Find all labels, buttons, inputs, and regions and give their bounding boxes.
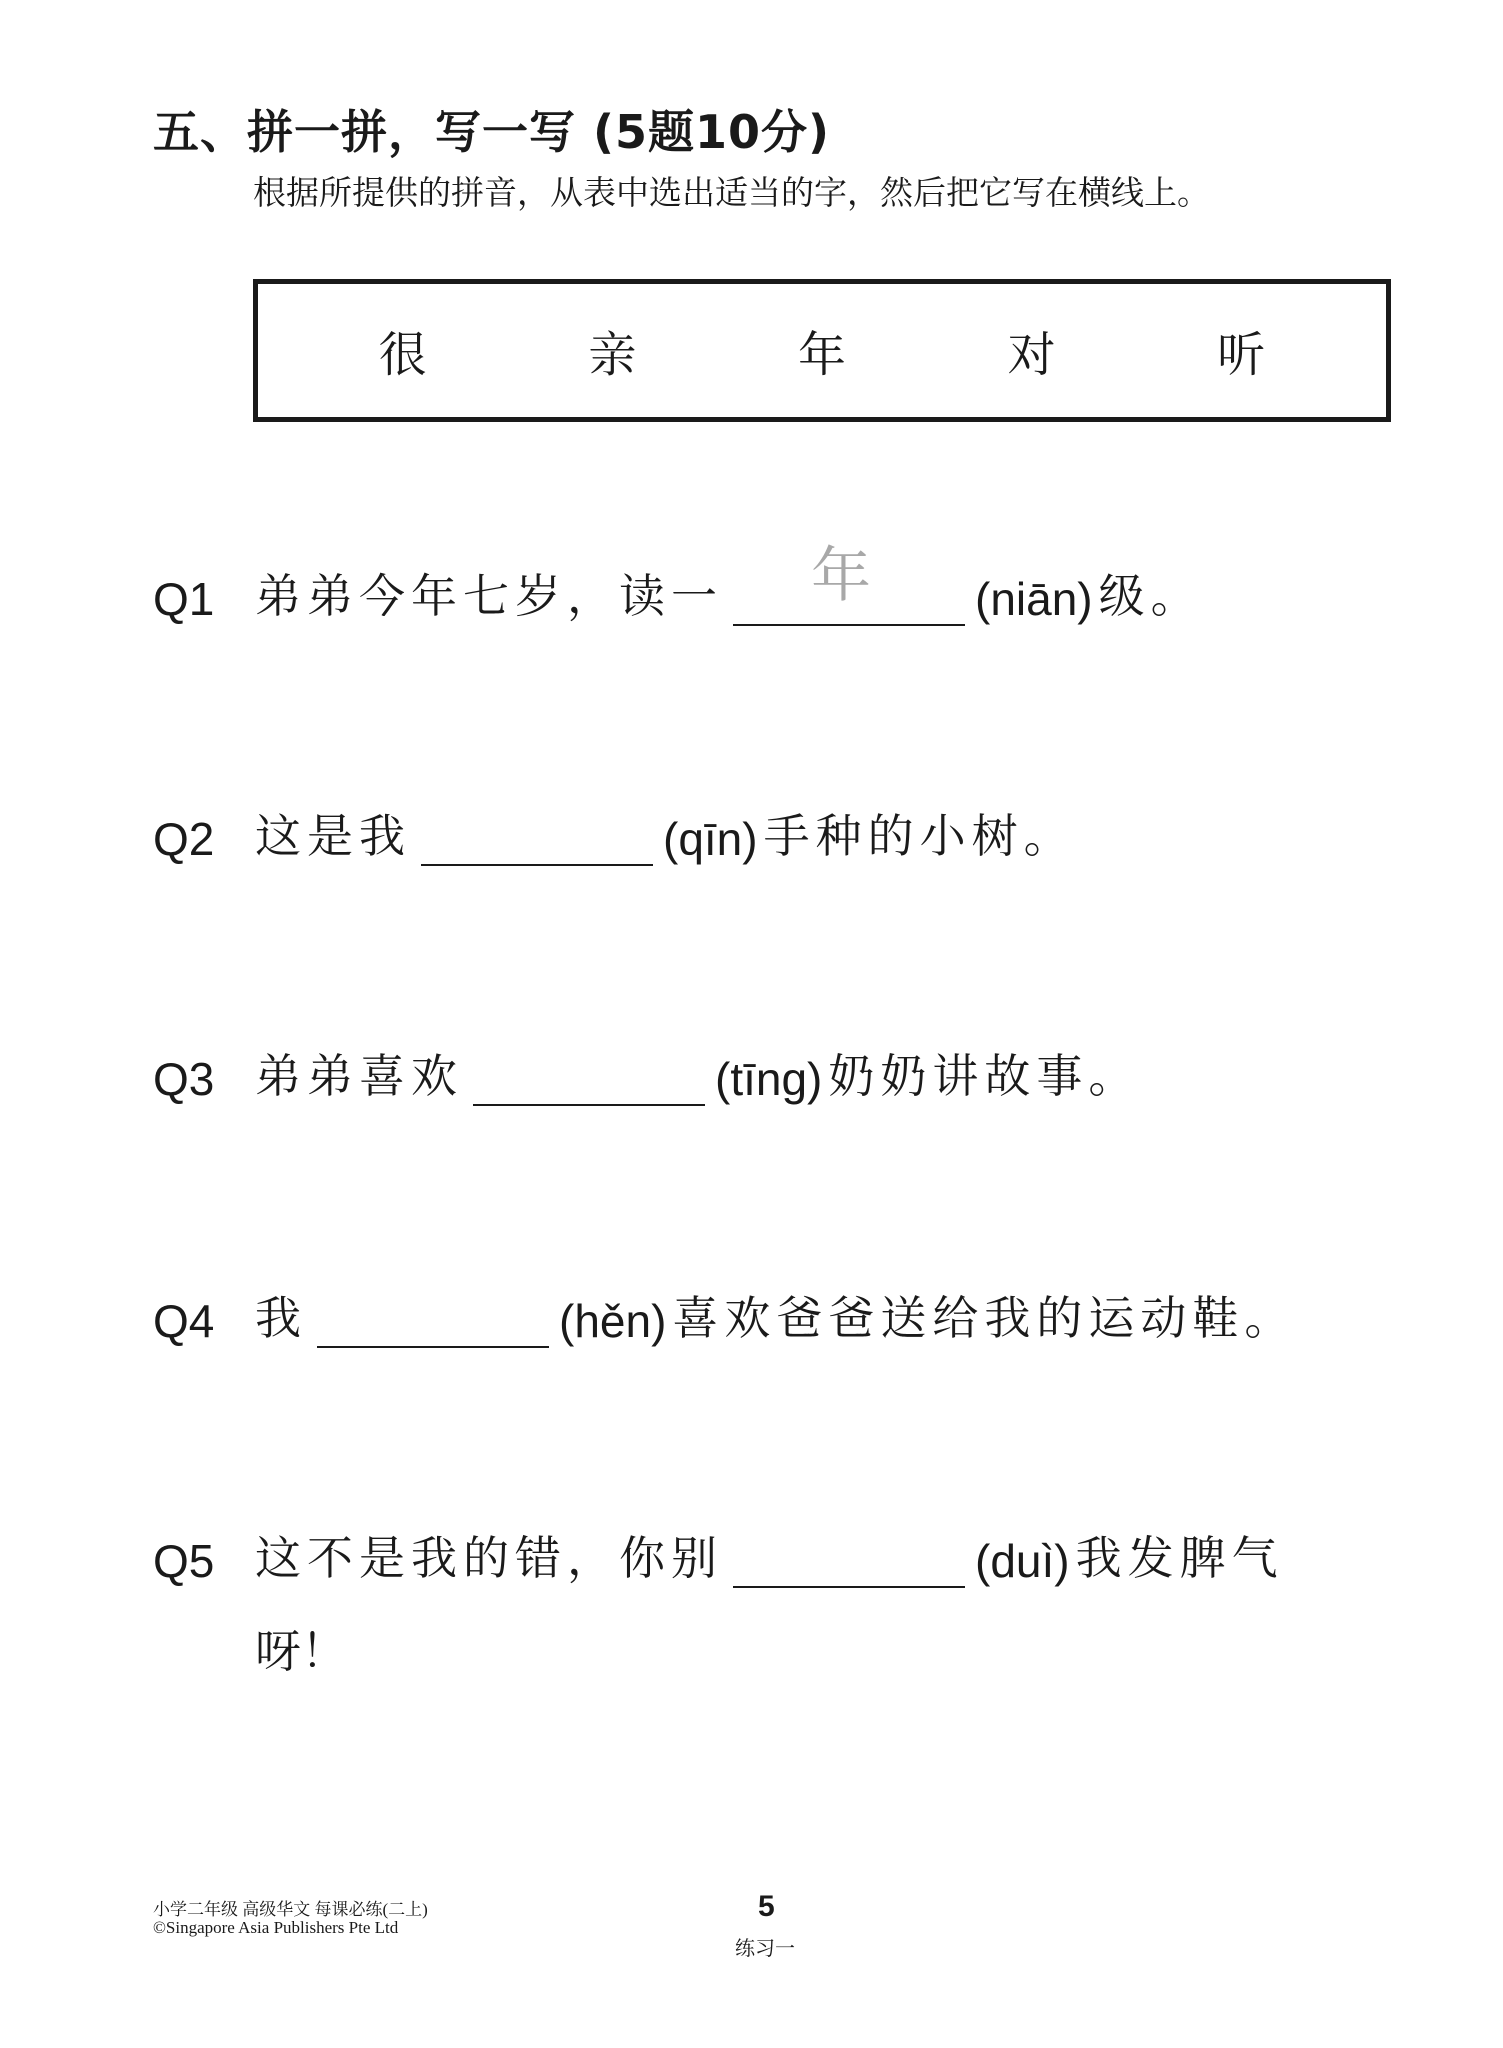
answer-blank[interactable] — [733, 1532, 965, 1588]
question-before: 弟弟喜欢 — [255, 1049, 463, 1103]
pinyin: (duì) — [975, 1535, 1070, 1587]
footer-copyright: ©Singapore Asia Publishers Pte Ltd — [153, 1918, 399, 1937]
answer-blank[interactable] — [421, 810, 653, 866]
question-before: 弟弟今年七岁，读一 — [255, 569, 723, 623]
pinyin: (hěn) — [559, 1295, 667, 1347]
question-1 — [153, 541, 1203, 626]
pinyin: (tīng) — [715, 1053, 823, 1105]
question-2 — [153, 800, 1076, 866]
section-title: 五、拼一拼，写一写 (5题10分) — [153, 105, 831, 159]
pinyin: (niān) — [975, 573, 1093, 625]
question-label: Q4 — [153, 1295, 215, 1347]
exercise-label: 练习一 — [735, 1936, 795, 1960]
word-bank-item: 很 — [378, 327, 427, 383]
question-4 — [153, 1282, 1296, 1348]
pinyin: (qīn) — [663, 813, 758, 865]
question-after: 级。 — [1098, 569, 1203, 623]
question-after: 奶奶讲故事。 — [828, 1049, 1141, 1103]
question-after: 手种的小树。 — [763, 809, 1076, 863]
question-label: Q3 — [153, 1053, 215, 1105]
footer-book-title: 小学二年级 高级华文 每课必练(二上) — [153, 1900, 428, 1919]
word-bank-item: 年 — [797, 327, 846, 383]
word-bank-item: 对 — [1007, 327, 1056, 383]
answer-blank[interactable] — [733, 541, 965, 626]
question-before: 我 — [255, 1291, 307, 1345]
page-number: 5 — [758, 1890, 775, 1923]
question-5-continuation: 呀！ — [255, 1624, 347, 1678]
word-bank-item: 亲 — [588, 327, 637, 383]
question-5 — [153, 1522, 1284, 1588]
question-after: 我发脾气 — [1075, 1531, 1284, 1585]
question-before: 这不是我的错，你别 — [255, 1531, 723, 1585]
answer-blank[interactable] — [473, 1050, 705, 1106]
word-bank-item: 听 — [1217, 327, 1266, 383]
answer-text: 年 — [811, 541, 871, 611]
question-3 — [153, 1040, 1140, 1106]
word-bank — [253, 279, 1391, 422]
question-label: Q5 — [153, 1535, 215, 1587]
question-before: 这是我 — [255, 809, 411, 863]
question-label: Q1 — [153, 573, 215, 625]
section-instruction: 根据所提供的拼音，从表中选出适当的字，然后把它写在横线上。 — [253, 173, 1210, 212]
answer-blank[interactable] — [317, 1292, 549, 1348]
question-after: 喜欢爸爸送给我的运动鞋。 — [672, 1291, 1297, 1345]
question-label: Q2 — [153, 813, 215, 865]
